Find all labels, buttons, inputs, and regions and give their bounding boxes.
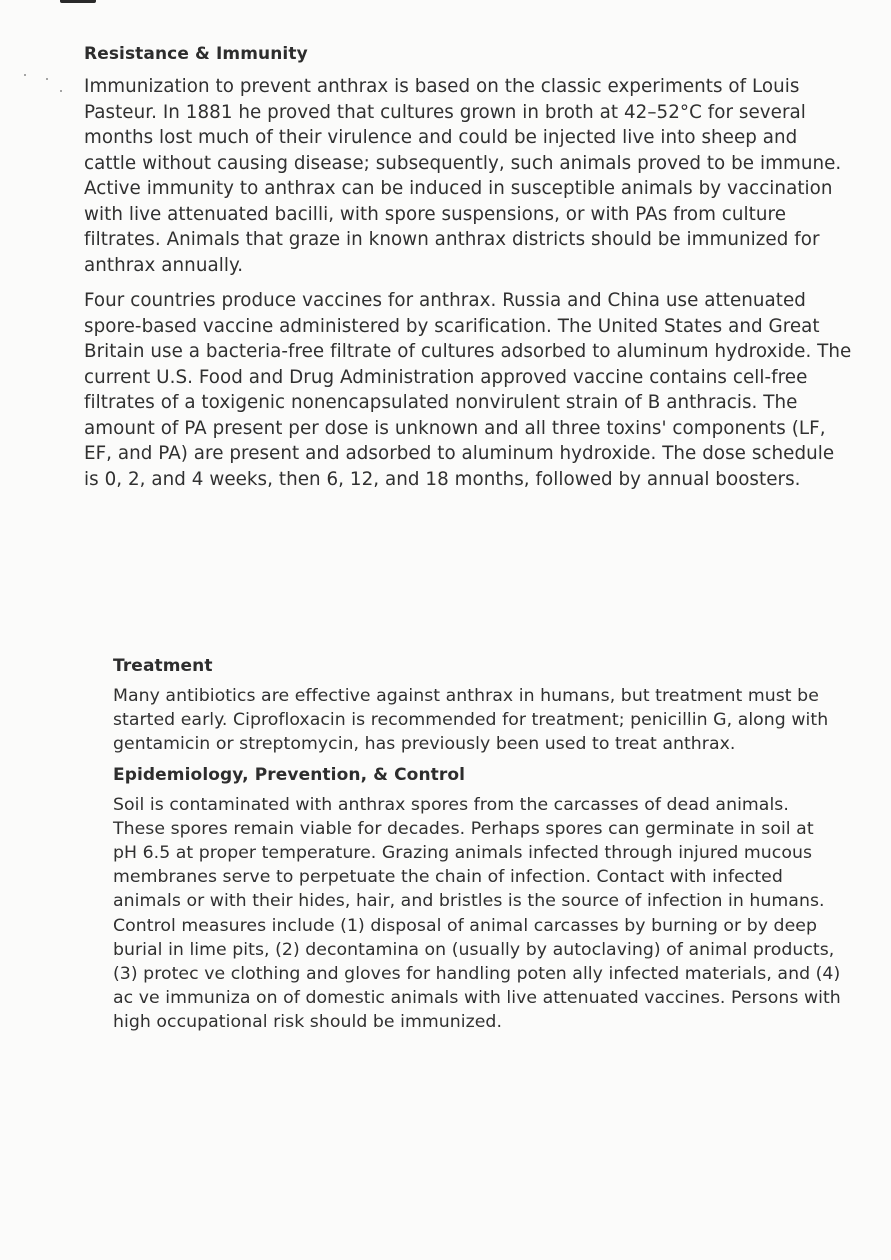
- epidemiology-paragraph: Soil is contaminated with anthrax spores from the carcasses of dead animals. These spores remain viable for decades. Perhaps spores can germinate in soil at pH 6.5 at proper temperature. Grazing animals infected through injured mucous membranes serve to perpetuate the chain of infection. Contact with infected animals or with their hides, hair, and bristles is the source of infection in humans. Control measures include (1) disposal of animal carcasses by burning or by deep burial in lime pits, (2) decontamina on (usually by autoclaving) of animal products, (3) protec ve clothing and gloves for handling poten ally infected materials, and (4) ac ve immuniza on of domestic animals with live attenuated vaccines. Persons with high occupational risk should be immunized.: [113, 794, 841, 1033]
- scan-speck: [46, 78, 48, 80]
- treatment-epidemiology-section: [113, 656, 843, 1043]
- immunization-paragraph: Immunization to prevent anthrax is based on the classic experiments of Louis Pasteur. In 1881 he proved that cultures grown in broth at 42–52°C for several months lost much of their virulence and could be injected live into sheep and cattle without causing disease; subsequently, such animals proved to be immune. Active immunity to anthrax can be induced in susceptible animals by vaccination with live attenuated bacilli, with spore suspensions, or with PAs from culture filtrates. Animals that graze in known anthrax districts should be immunized for anthrax annually.: [84, 76, 842, 276]
- treatment-paragraph: Many antibiotics are effective against anthrax in humans, but treatment must be started early. Ciprofloxacin is recommended for treatment; penicillin G, along with gentamicin or streptomycin, has previously been used to treat anthrax.: [113, 686, 829, 755]
- scan-speck: [24, 74, 26, 76]
- scan-edge-mark: [60, 0, 96, 3]
- resistance-immunity-section: [84, 44, 854, 502]
- epidemiology-heading: Epidemiology, Prevention, & Control: [113, 764, 466, 785]
- scan-speck: [60, 90, 62, 92]
- vaccines-paragraph: Four countries produce vaccines for anthrax. Russia and China use attenuated spore-based vaccine administered by scarification. The United States and Great Britain use a bacteria-free filtrate of cultures adsorbed to aluminum hydroxide. The current U.S. Food and Drug Administration approved vaccine contains cell-free filtrates of a toxigenic nonencapsulated nonvirulent strain of B anthracis. The amount of PA present per dose is unknown and all three toxins' components (LF, EF, and PA) are present and adsorbed to aluminum hydroxide. The dose schedule is 0, 2, and 4 weeks, then 6, 12, and 18 months, followed by annual boosters.: [84, 290, 852, 490]
- resistance-immunity-heading: Resistance & Immunity: [84, 44, 308, 64]
- treatment-heading: Treatment: [113, 656, 213, 676]
